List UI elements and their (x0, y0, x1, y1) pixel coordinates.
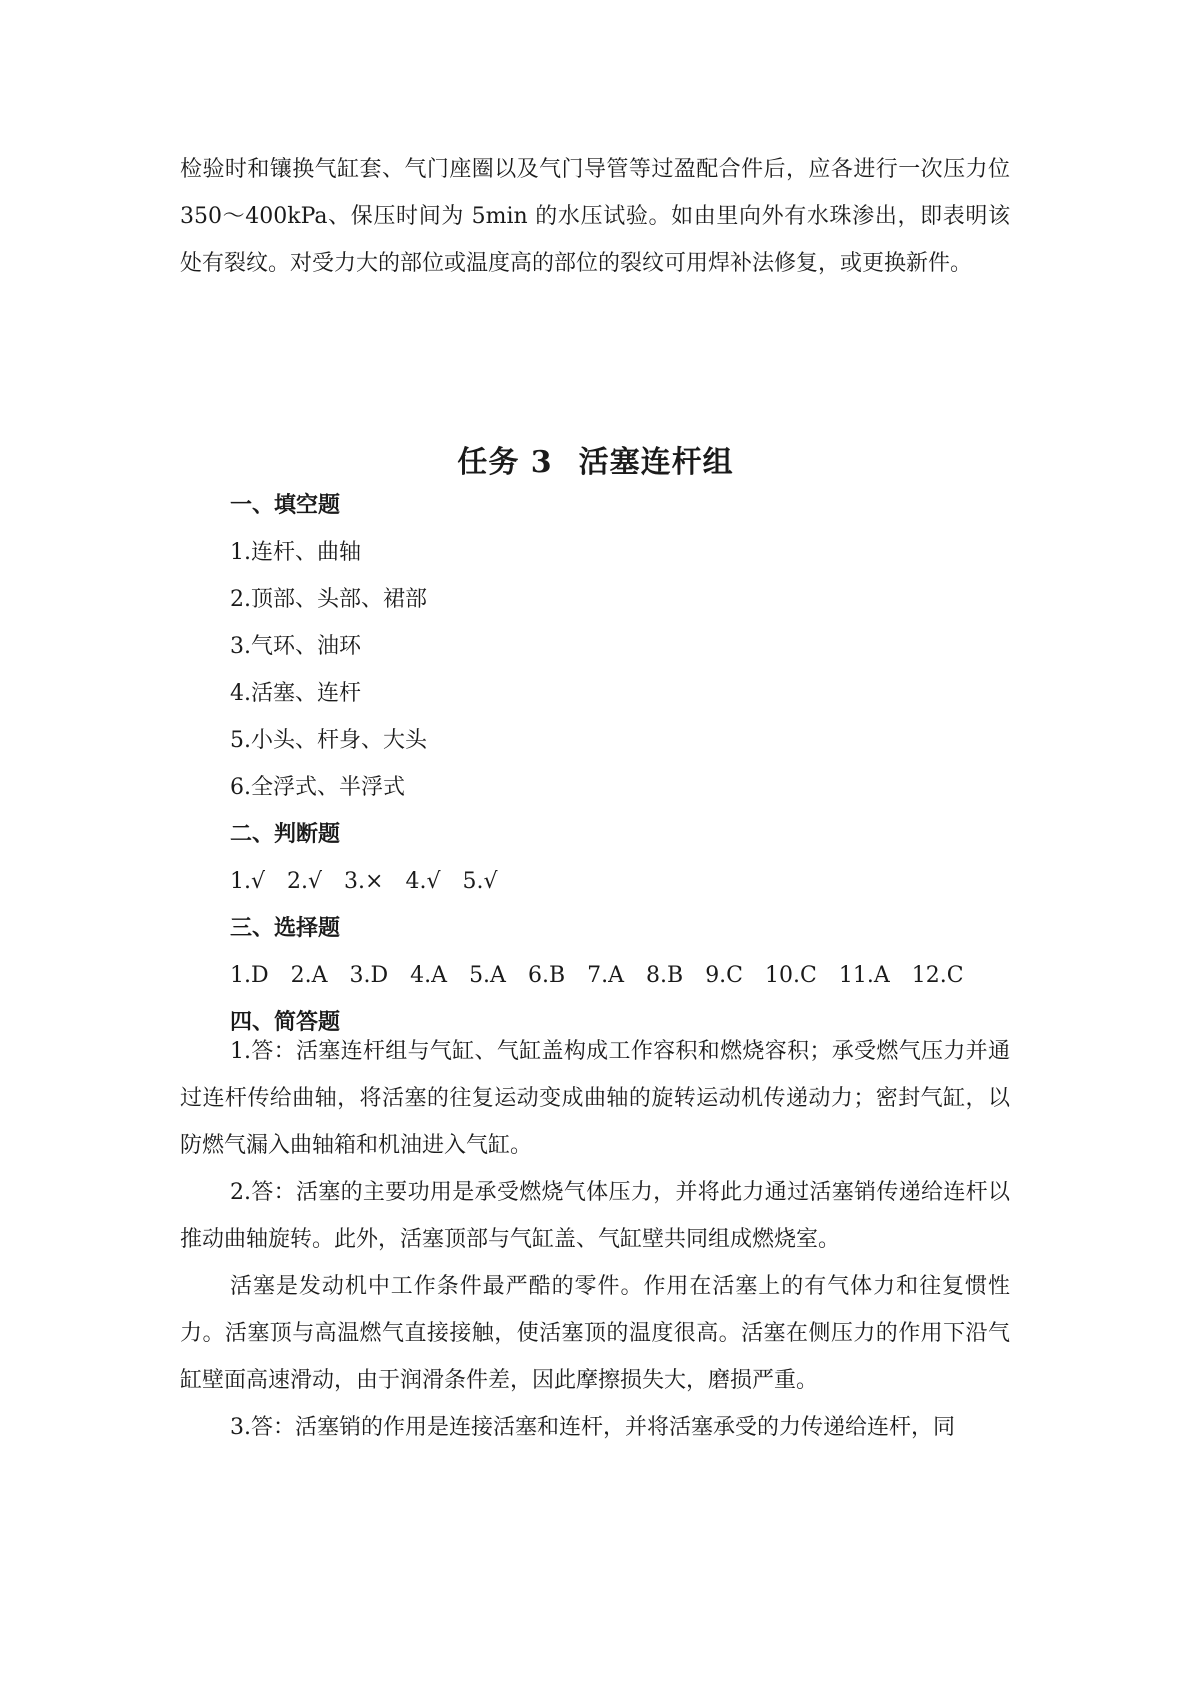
answer-paragraph: 活塞是发动机中工作条件最严酷的零件。作用在活塞上的有气体力和往复惯性力。活塞顶与高温燃气直接接触，使活塞顶的温度很高。活塞在侧压力的作用下沿气缸壁面高速滑动，由于润滑条件差，因此摩擦损失大，磨损严重。 (180, 1274, 1010, 1393)
choice-item: 11.A (838, 963, 890, 988)
fill-blank-item: 4.活塞、连杆 (230, 681, 361, 706)
answer-paragraph: 1.答：活塞连杆组与气缸、气缸盖构成工作容积和燃烧容积；承受燃气压力并通过连杆传给曲轴，将活塞的往复运动变成曲轴的旋转运动机传递动力；密封气缸，以防燃气漏入曲轴箱和机油进入气缸。 (180, 1039, 1010, 1158)
choice-item: 6.B (527, 963, 566, 988)
true-false-item: 1.√ (230, 869, 266, 894)
section-title-short-answer: 四、简答题 (230, 1009, 341, 1035)
choice-item: 1.D (230, 963, 269, 988)
fill-blank-item: 6.全浮式、半浮式 (230, 775, 405, 800)
choice-item: 7.A (587, 963, 625, 988)
choice-item: 9.C (705, 963, 744, 988)
choice-item: 5.A (469, 963, 506, 988)
fill-blank-item: 2.顶部、头部、裙部 (230, 587, 427, 612)
true-false-item: 5.√ (462, 869, 498, 894)
choice-item: 4.A (410, 963, 448, 988)
section-title-fill-blank: 一、填空题 (230, 492, 341, 518)
task-number: 任务 3 (457, 445, 553, 480)
fill-blank-section (230, 482, 986, 1046)
section-title-true-false: 二、判断题 (230, 821, 341, 847)
answer-paragraph: 2.答：活塞的主要功用是承受燃烧气体压力，并将此力通过活塞销传递给连杆以推动曲轴旋转。此外，活塞顶部与气缸盖、气缸壁共同组成燃烧室。 (180, 1180, 1010, 1252)
true-false-answers (230, 858, 986, 905)
true-false-item: 4.√ (405, 869, 441, 894)
task-name: 活塞连杆组 (578, 445, 734, 480)
fill-blank-item: 1.连杆、曲轴 (230, 540, 361, 565)
answer-paragraph: 3.答：活塞销的作用是连接活塞和连杆，并将活塞承受的力传递给连杆，同 (230, 1415, 955, 1440)
choice-item: 3.D (349, 963, 389, 988)
section-title-choice: 三、选择题 (230, 915, 341, 941)
intro-paragraph: 检验时和镶换气缸套、气门座圈以及气门导管等过盈配合件后，应各进行一次压力位 350～400kPa、保压时间为 5min 的水压试验。如由里向外有水珠渗出，即表明该处有裂纹。对受力大的部位或温度高的部位的裂纹可用焊补法修复，或更换新件。 (180, 157, 1010, 276)
choice-item: 10.C (765, 963, 817, 988)
true-false-item: 3.× (344, 869, 384, 894)
fill-blank-item: 5.小头、杆身、大头 (230, 728, 427, 753)
choice-item: 12.C (911, 963, 964, 988)
true-false-item: 2.√ (287, 869, 323, 894)
choice-answers (230, 952, 986, 999)
choice-item: 8.B (646, 963, 684, 988)
task-title (0, 437, 1191, 481)
fill-blank-item: 3.气环、油环 (230, 634, 361, 659)
choice-item: 2.A (290, 963, 328, 988)
